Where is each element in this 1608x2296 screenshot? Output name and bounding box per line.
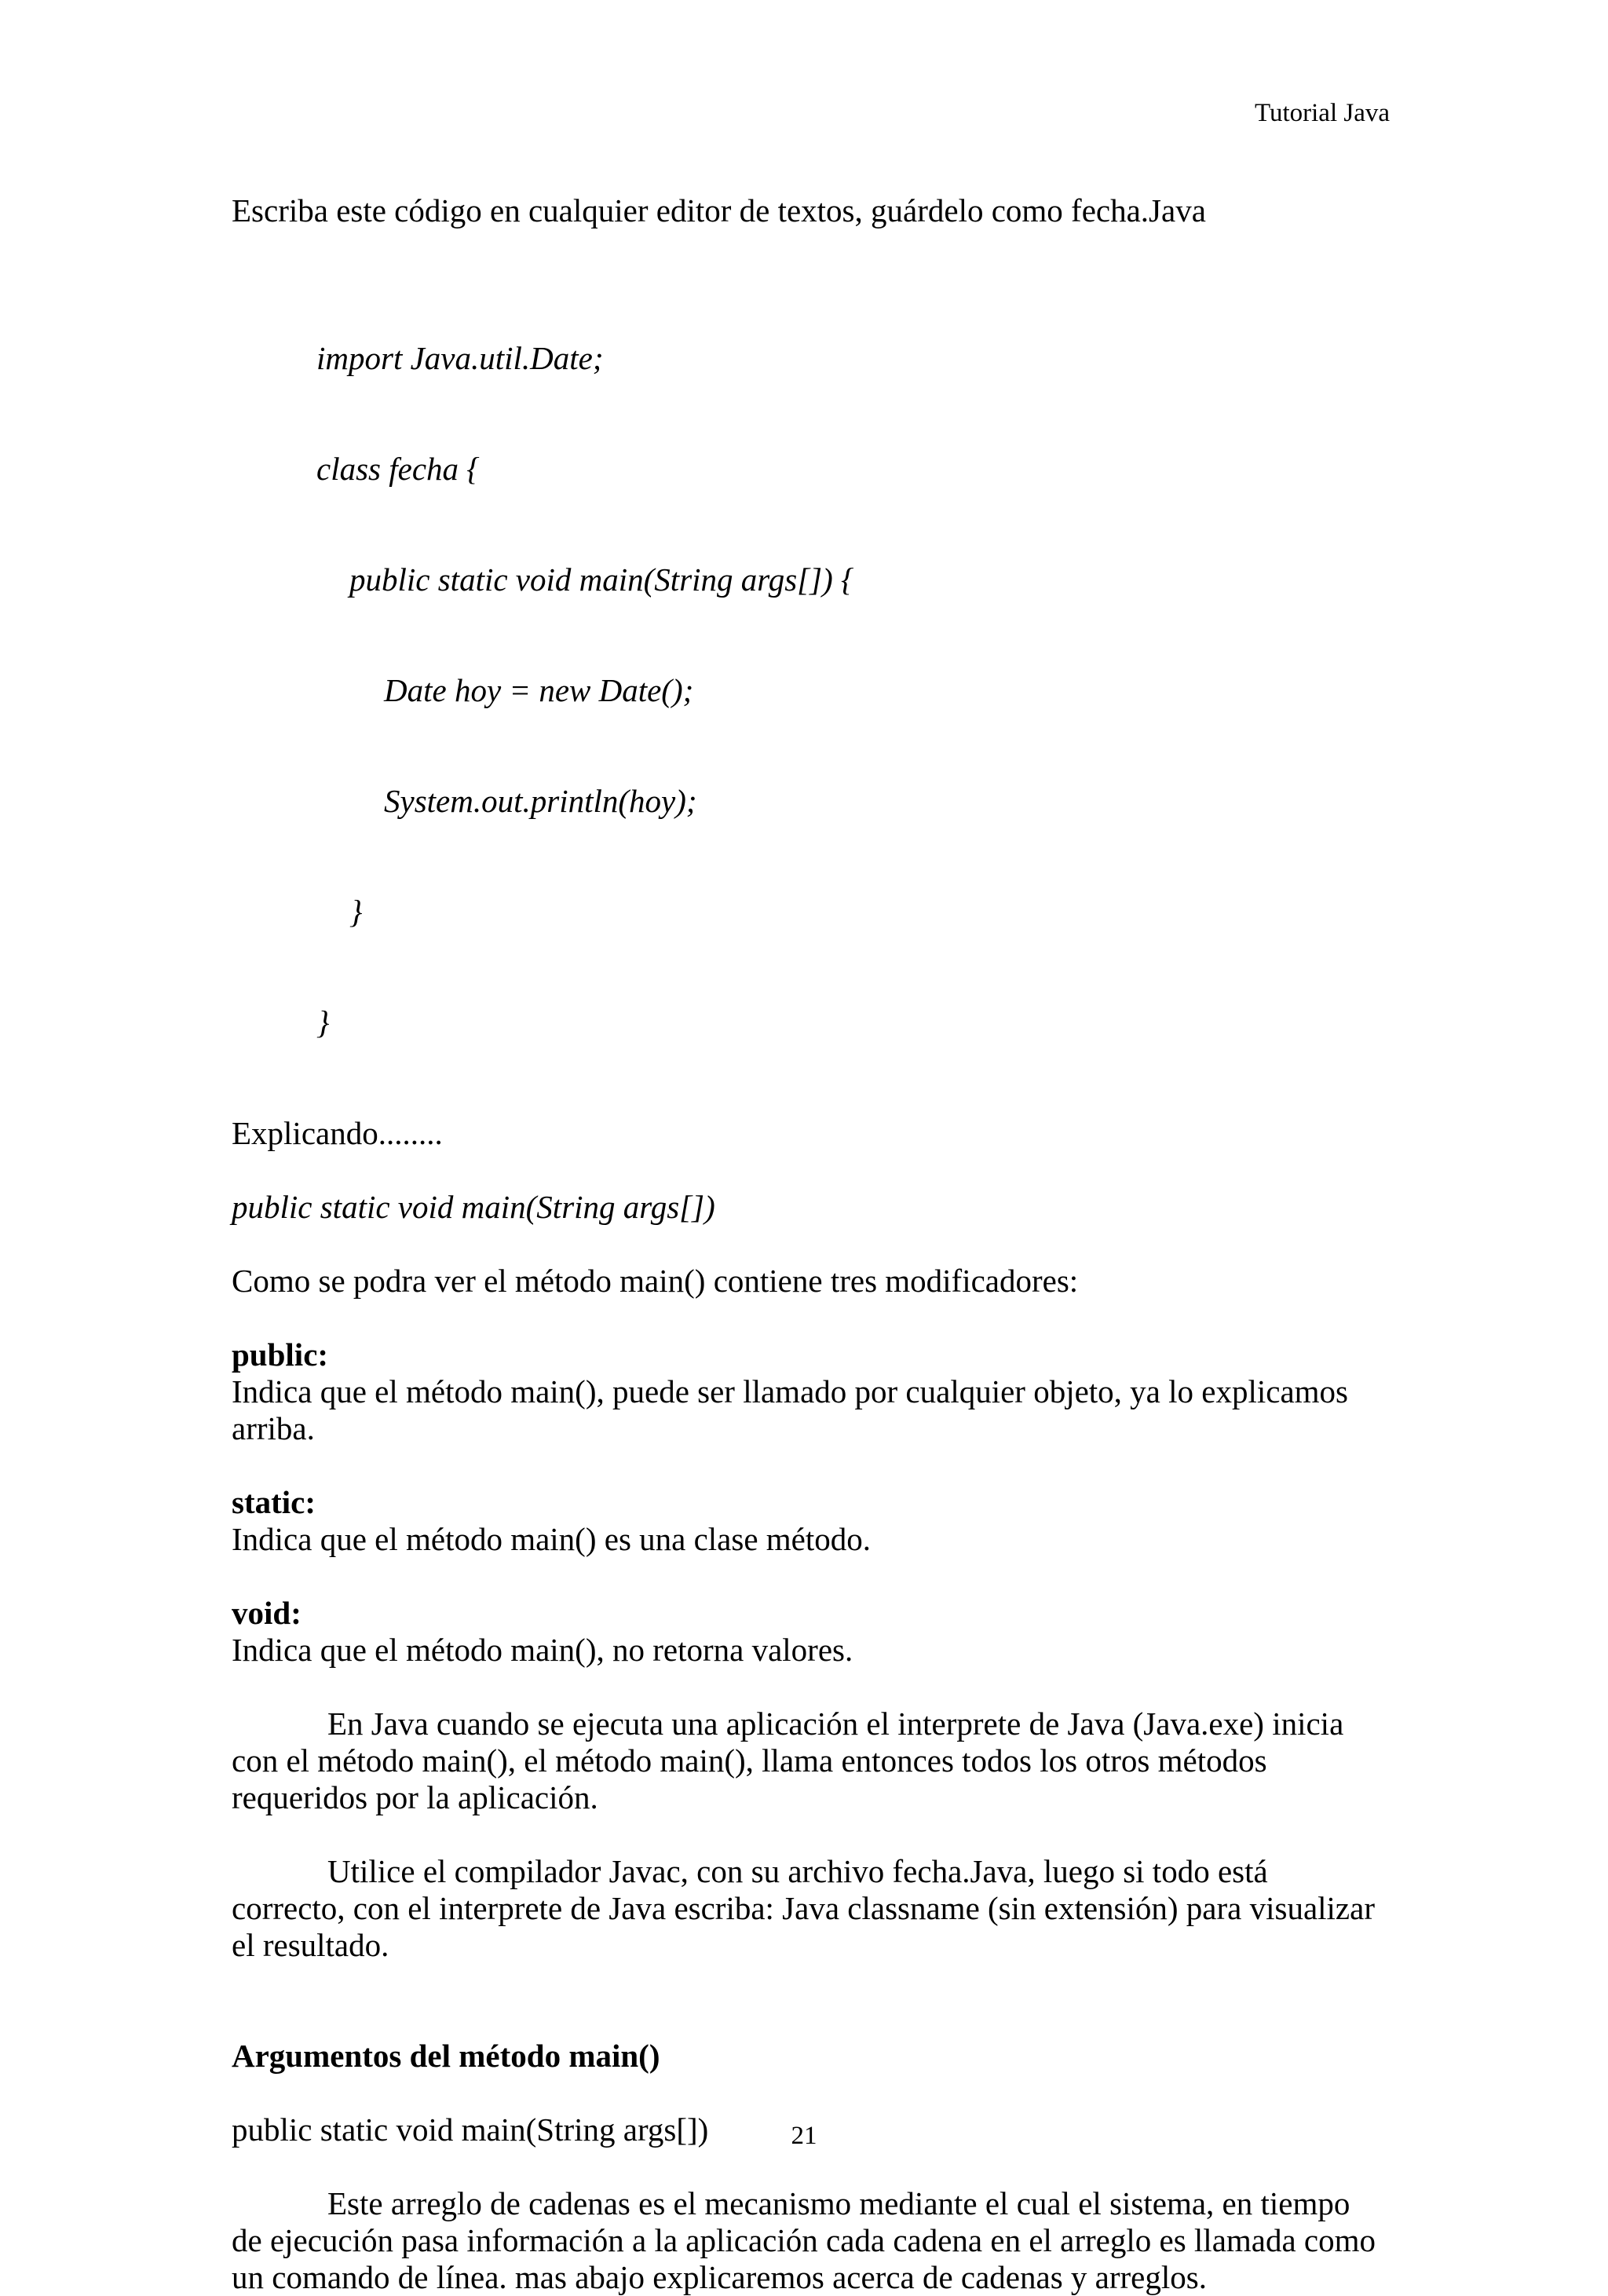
modifier-description-void: Indica que el método main(), no retorna valores. [232,1632,853,1668]
code-line: Date hoy = new Date(); [384,672,694,708]
modifiers-intro: Como se podra ver el método main() contiene tres modificadores: [232,1263,1079,1299]
main-signature: public static void main(String args[]) [232,1189,715,1225]
body-paragraph: En Java cuando se ejecuta una aplicación el interprete de Java (Java.exe) inicia con el método main(), el método main(), llama entonces todos los otros métodos requeridos por la aplicación. [232,1706,1344,1815]
section-heading: Argumentos del método main() [232,2038,660,2074]
body-paragraph: Utilice el compilador Javac, con su archivo fecha.Java, luego si todo está correcto, con el interprete de Java escriba: Java classname (sin extensión) para visualizar el resultado. [232,1853,1375,1963]
code-line: class fecha { [316,451,480,487]
section-signature: public static void main(String args[]) [232,2111,709,2148]
code-line: } [316,1004,330,1040]
page-content [232,192,1386,2296]
modifier-term-static: static: [232,1484,316,1520]
section-paragraph: Este arreglo de cadenas es el mecanismo mediante el cual el sistema, en tiempo de ejecución pasa información a la aplicación cada cadena en el arreglo es llamada como un comando de línea. mas abajo explicaremos acerca de cadenas y arreglos. [232,2185,1376,2295]
modifier-term-void: void: [232,1595,302,1631]
code-block [232,266,1386,1115]
modifier-description-public: Indica que el método main(), puede ser llamado por cualquier objeto, ya lo explicamos arriba. [232,1373,1348,1446]
modifier-term-public: public: [232,1336,329,1373]
running-header: Tutorial Java [1254,99,1390,127]
page-number: 21 [791,2122,817,2150]
code-line: } [349,894,363,930]
explaining-label: Explicando........ [232,1115,443,1151]
code-line: public static void main(String args[]) { [349,561,854,598]
modifier-description-static: Indica que el método main() es una clase método. [232,1521,872,1557]
code-line: System.out.println(hoy); [384,783,697,819]
code-line: import Java.util.Date; [316,340,604,376]
intro-paragraph: Escriba este código en cualquier editor de textos, guárdelo como fecha.Java [232,192,1206,229]
